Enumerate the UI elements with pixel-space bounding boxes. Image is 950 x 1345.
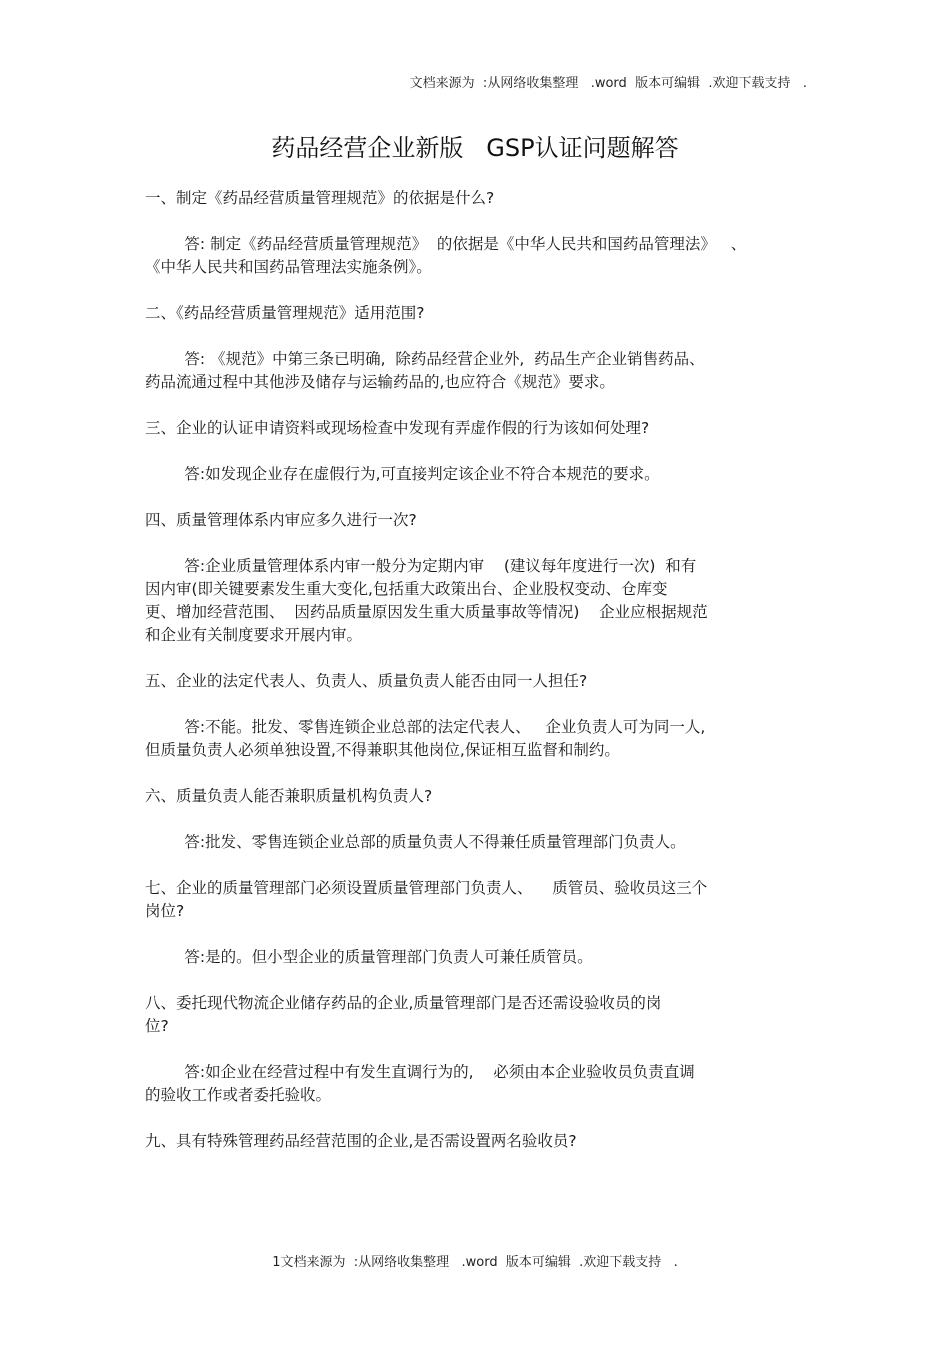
answer-line: 但质量负责人必须单独设置,不得兼职其他岗位,保证相互监督和制约。 [145, 741, 620, 759]
question-9 [145, 1130, 810, 1153]
question-3 [145, 417, 810, 440]
answer-5 [145, 716, 810, 762]
answer-line: 答:是的。但小型企业的质量管理部门负责人可兼任质管员。 [145, 948, 593, 966]
document-title: 药品经营企业新版 GSP认证问题解答 [271, 134, 679, 162]
answer-line: 答:如企业在经营过程中有发生直调行为的, 必须由本企业验收员负责直调 [145, 1063, 695, 1081]
answer-line: 答:批发、零售连锁企业总部的质量负责人不得兼任质量管理部门负责人。 [145, 833, 686, 851]
question-line: 三、企业的认证申请资料或现场检查中发现有弄虚作假的行为该如何处理? [145, 419, 650, 437]
question-1 [145, 187, 810, 210]
answer-line: 答:不能。批发、零售连锁企业总部的法定代表人、 企业负责人可为同一人, [145, 718, 706, 736]
question-7 [145, 877, 810, 923]
question-2 [145, 302, 810, 325]
question-5 [145, 670, 810, 693]
answer-8 [145, 1061, 810, 1107]
answer-2 [145, 348, 810, 394]
answer-1 [145, 233, 810, 279]
answer-4 [145, 555, 810, 647]
answer-line: 的验收工作或者委托验收。 [145, 1086, 332, 1104]
page-footer: 1文档来源为 :从网络收集整理 .word 版本可编辑 .欢迎下载支持 . [272, 1255, 678, 1270]
question-8 [145, 992, 810, 1038]
question-6 [145, 785, 810, 808]
question-line: 七、企业的质量管理部门必须设置质量管理部门负责人、 质管员、验收员这三个 [145, 879, 708, 897]
answer-line: 药品流通过程中其他涉及储存与运输药品的,也应符合《规范》要求。 [145, 373, 615, 391]
question-4 [145, 509, 810, 532]
answer-line: 答: 制定《药品经营质量管理规范》 的依据是《中华人民共和国药品管理法》 、 [145, 235, 747, 253]
answer-7 [145, 946, 810, 969]
answer-line: 答: 《规范》中第三条已明确, 除药品经营企业外, 药品生产企业销售药品、 [145, 350, 705, 368]
answer-line: 更、增加经营范围、 因药品质量原因发生重大质量事故等情况) 企业应根据规范 [145, 603, 708, 621]
qa-content [145, 187, 810, 1176]
question-line: 岗位? [145, 902, 185, 920]
answer-line: 和企业有关制度要求开展内审。 [145, 626, 363, 644]
page-header: 文档来源为 :从网络收集整理 .word 版本可编辑 .欢迎下载支持 . [409, 76, 807, 91]
answer-line: 因内审(即关键要素发生重大变化,包括重大政策出台、企业股权变动、仓库变 [145, 580, 668, 598]
answer-line: 《中华人民共和国药品管理法实施条例》。 [145, 258, 432, 276]
question-line: 八、委托现代物流企业储存药品的企业,质量管理部门是否还需设验收员的岗 [145, 994, 662, 1012]
answer-3 [145, 463, 810, 486]
question-line: 四、质量管理体系内审应多久进行一次? [145, 511, 417, 529]
question-line: 六、质量负责人能否兼职质量机构负责人? [145, 787, 433, 805]
question-line: 二、《药品经营质量管理规范》适用范围? [145, 304, 425, 322]
question-line: 五、企业的法定代表人、负责人、质量负责人能否由同一人担任? [145, 672, 588, 690]
answer-line: 答:企业质量管理体系内审一般分为定期内审 (建议每年度进行一次) 和有 [145, 557, 697, 575]
question-line: 一、制定《药品经营质量管理规范》的依据是什么? [145, 189, 495, 207]
answer-6 [145, 831, 810, 854]
question-line: 位? [145, 1017, 169, 1035]
answer-line: 答:如发现企业存在虚假行为,可直接判定该企业不符合本规范的要求。 [145, 465, 660, 483]
question-line: 九、具有特殊管理药品经营范围的企业,是否需设置两名验收员? [145, 1132, 577, 1150]
